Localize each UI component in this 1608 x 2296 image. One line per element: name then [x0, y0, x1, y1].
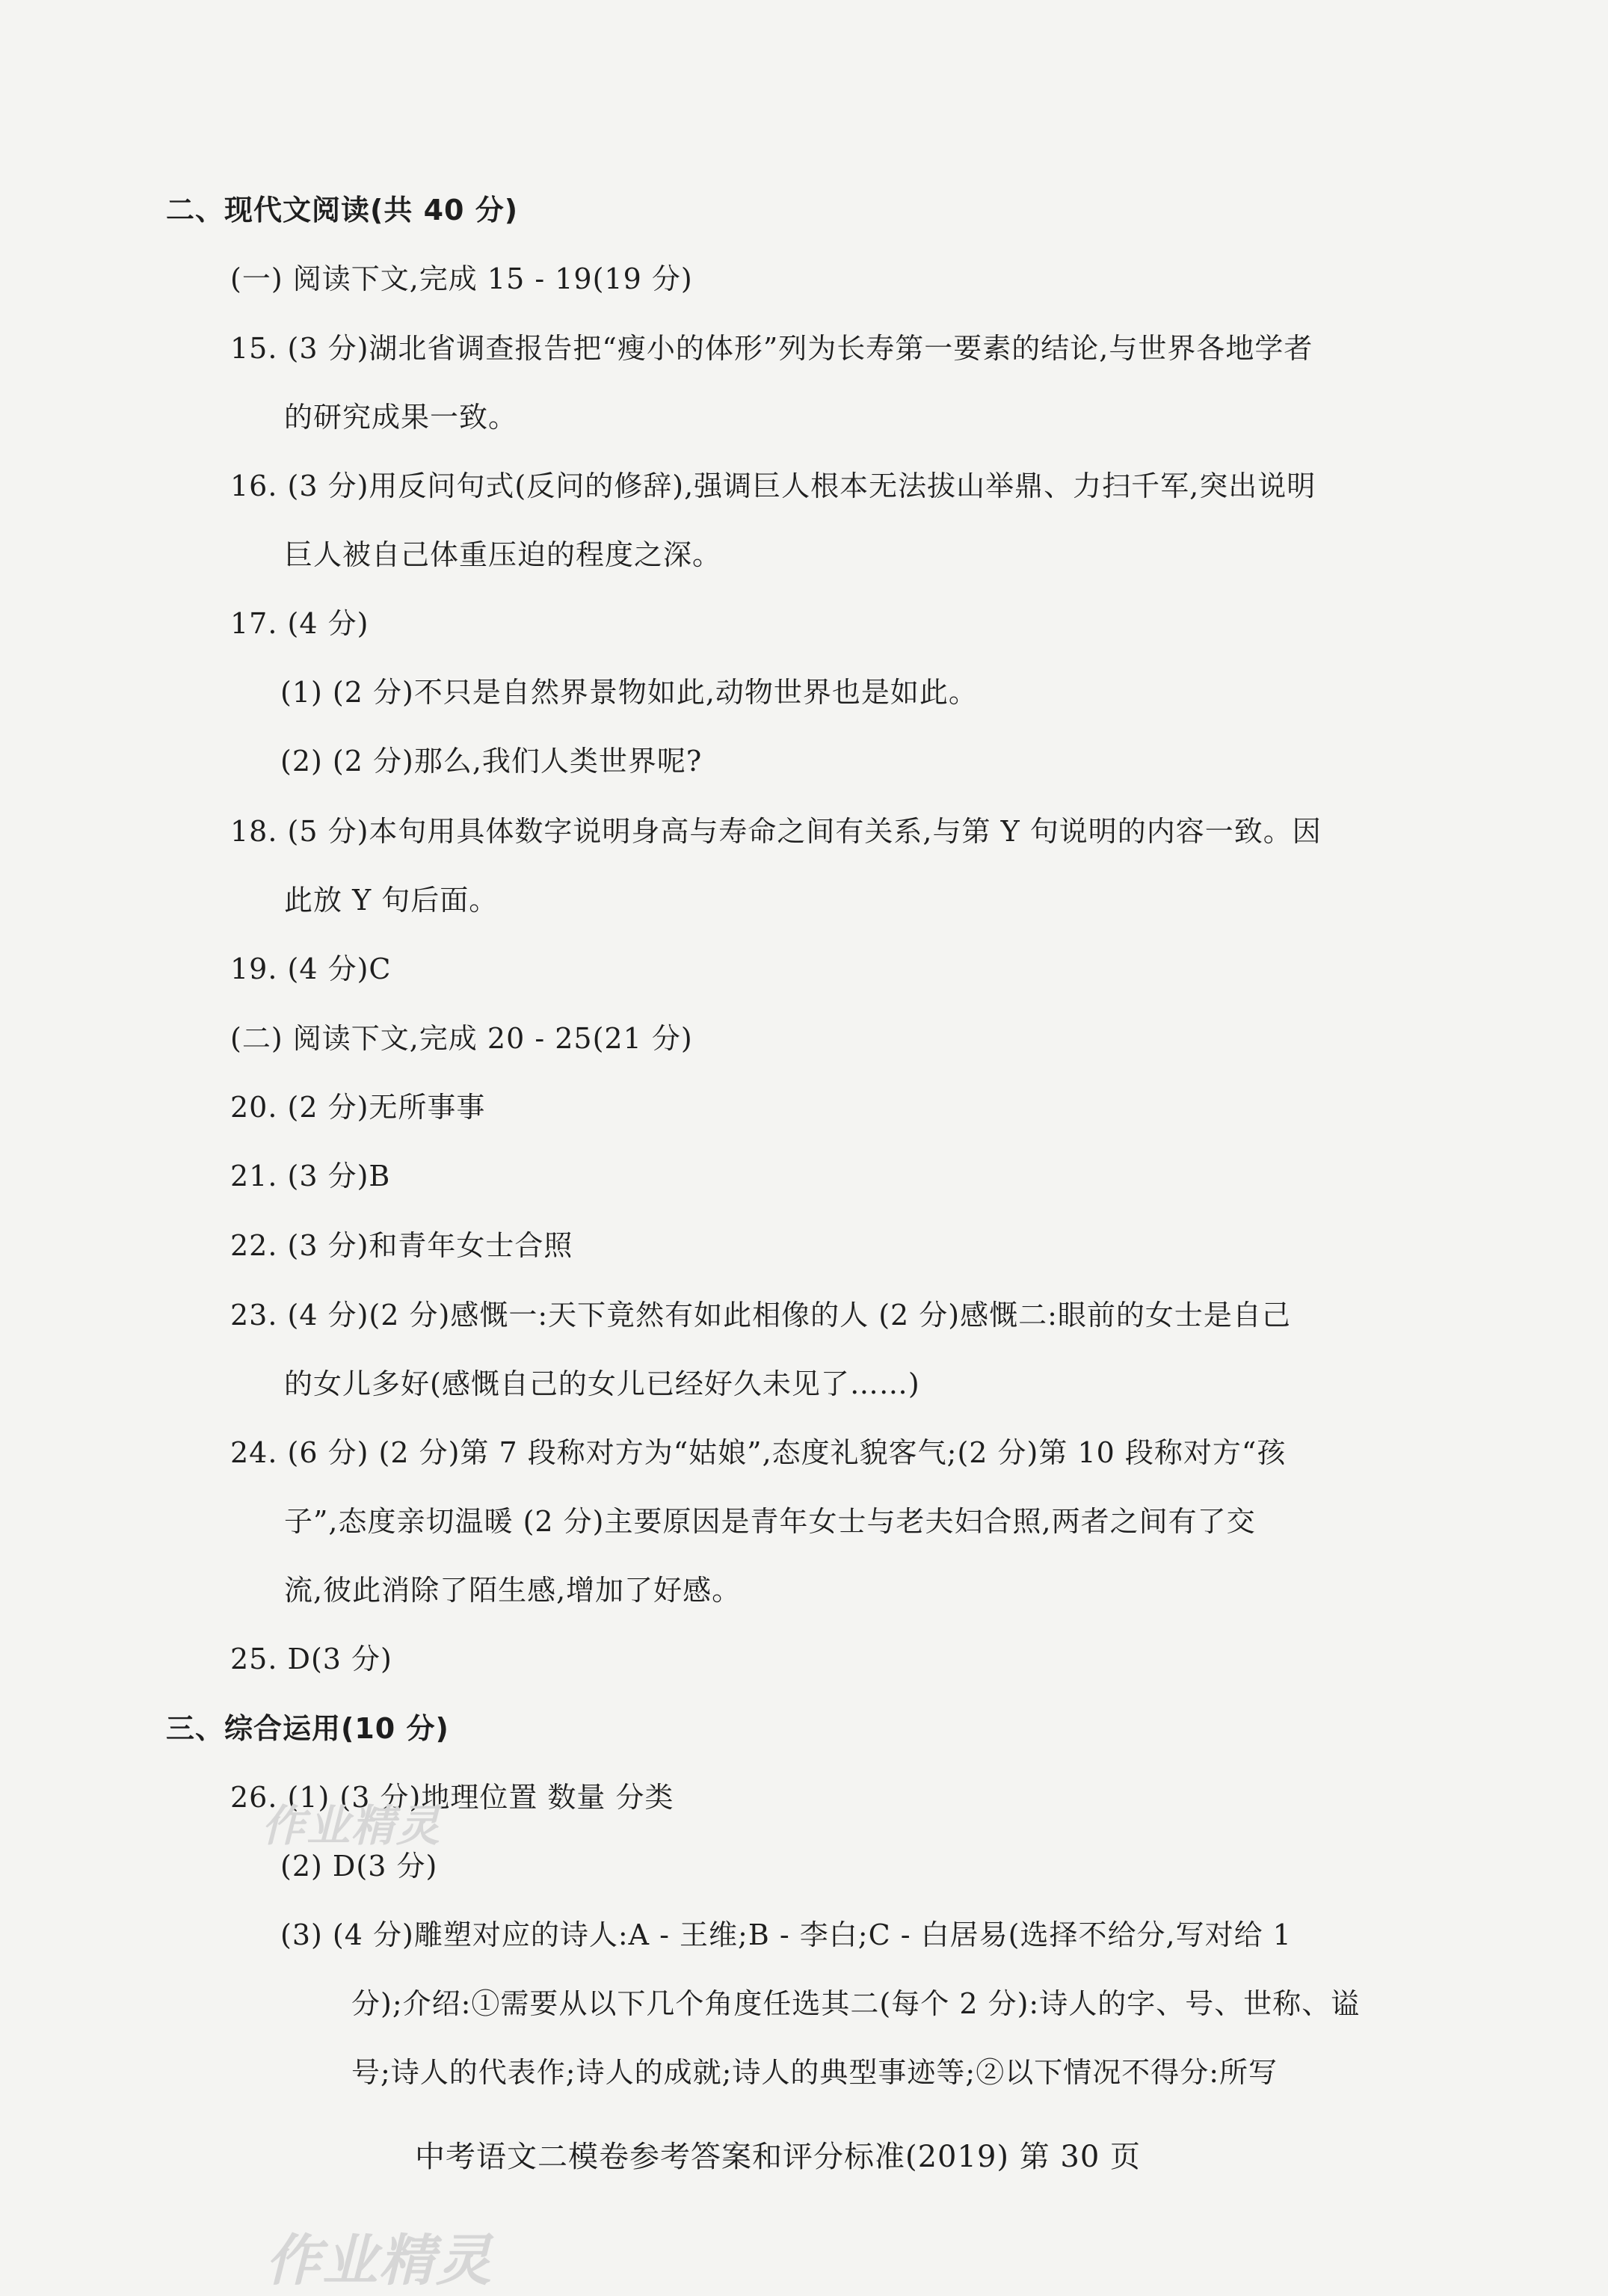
watermark-bottom: 作业精灵 [265, 2229, 493, 2293]
answer-22: 22. (3 分)和青年女士合照 [230, 1229, 573, 1262]
answer-17-part-2: (2) (2 分)那么,我们人类世界呢? [280, 745, 703, 778]
answer-19: 19. (4 分)C [230, 952, 392, 985]
answer-18-line-2: 此放 Y 句后面。 [284, 884, 499, 917]
part-2-intro: (二) 阅读下文,完成 20 - 25(21 分) [230, 1022, 693, 1055]
answer-24-line-1: 24. (6 分) (2 分)第 7 段称对方为“姑娘”,态度礼貌客气;(2 分)第 10 段称对方“孩 [230, 1436, 1287, 1469]
section-3-heading: 三、综合运用(10 分) [166, 1712, 449, 1745]
answer-18-line-1: 18. (5 分)本句用具体数字说明身高与寿命之间有关系,与第 Y 句说明的内容一致。因 [230, 815, 1322, 848]
answer-21: 21. (3 分)B [230, 1160, 391, 1192]
section-2-heading: 二、现代文阅读(共 40 分) [166, 194, 519, 227]
answer-26-part-2: (2) D(3 分) [280, 1850, 438, 1883]
answer-26-part-1: 26. (1) (3 分)地理位置 数量 分类 [230, 1781, 674, 1814]
part-1-intro: (一) 阅读下文,完成 15 - 19(19 分) [230, 262, 693, 295]
answer-16-line-1: 16. (3 分)用反问句式(反问的修辞),强调巨人根本无法拔山举鼎、力扫千军,突出说明 [230, 470, 1316, 502]
answer-24-line-2: 子”,态度亲切温暖 (2 分)主要原因是青年女士与老夫妇合照,两者之间有了交 [284, 1505, 1256, 1538]
answer-26-part-3-line-3: 号;诗人的代表作;诗人的成就;诗人的典型事迹等;②以下情况不得分:所写 [351, 2056, 1278, 2089]
answer-26-part-3-line-2: 分);介绍:①需要从以下几个角度任选其二(每个 2 分):诗人的字、号、世称、谥 [351, 1987, 1361, 2020]
answer-23-line-1: 23. (4 分)(2 分)感慨一:天下竟然有如此相像的人 (2 分)感慨二:眼前的女士是自己 [230, 1299, 1291, 1332]
answer-20: 20. (2 分)无所事事 [230, 1091, 486, 1124]
answer-17: 17. (4 分) [230, 607, 369, 640]
answer-26-part-3-line-1: (3) (4 分)雕塑对应的诗人:A - 王维;B - 李白;C - 白居易(选择不给分,写对给 1 [280, 1918, 1292, 1951]
answer-17-part-1: (1) (2 分)不只是自然界景物如此,动物世界也是如此。 [280, 676, 978, 709]
answer-15-line-2: 的研究成果一致。 [284, 401, 518, 434]
answer-25: 25. D(3 分) [230, 1643, 392, 1675]
watermark-mid: 作业精灵 [262, 1800, 442, 1851]
page-footer: 中考语文二模卷参考答案和评分标准(2019) 第 30 页 [415, 2140, 1142, 2174]
answer-24-line-3: 流,彼此消除了陌生感,增加了好感。 [284, 1574, 742, 1607]
answer-15-line-1: 15. (3 分)湖北省调查报告把“瘦小的体形”列为长寿第一要素的结论,与世界各地学者 [230, 332, 1313, 365]
answer-16-line-2: 巨人被自己体重压迫的程度之深。 [284, 538, 722, 571]
answer-23-line-2: 的女儿多好(感慨自己的女儿已经好久未见了……) [284, 1367, 920, 1400]
